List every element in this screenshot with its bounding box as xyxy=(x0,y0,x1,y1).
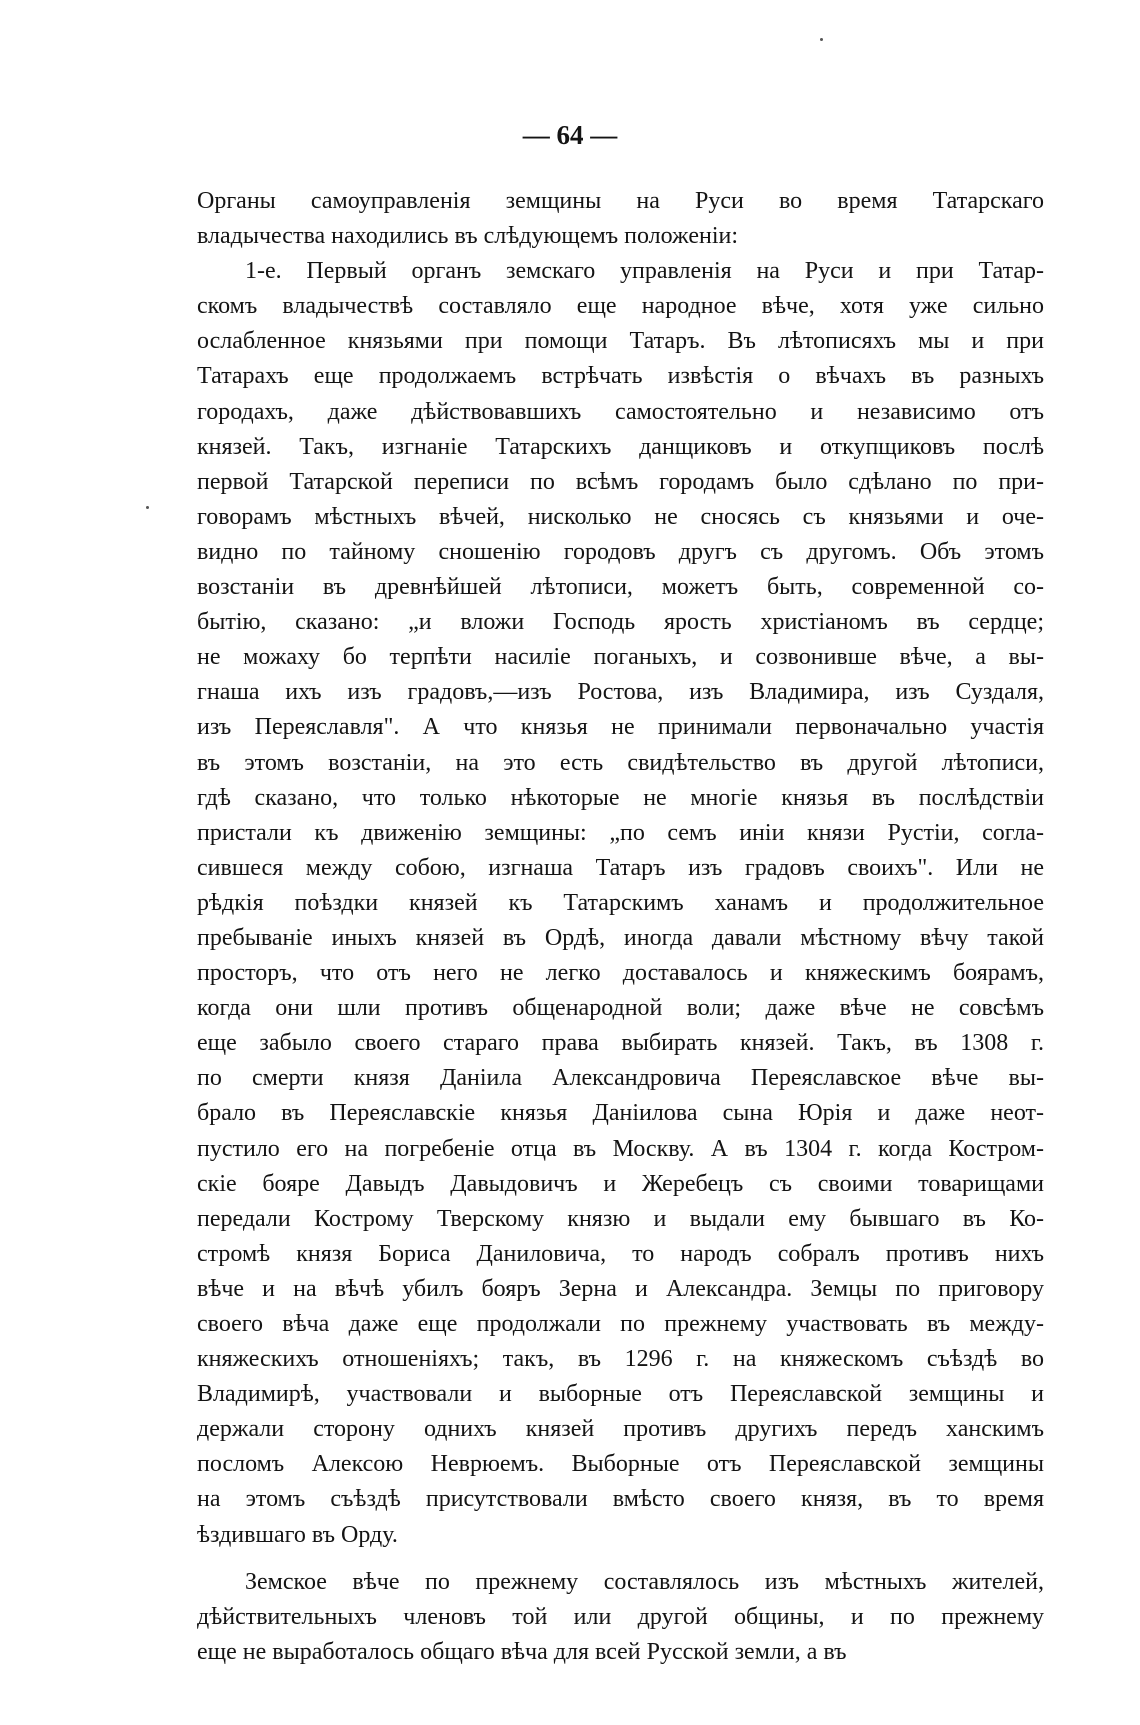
text-line: пребываніе иныхъ князей въ Ордѣ, иногда давали мѣстному вѣчу такой xyxy=(197,924,1044,951)
text-line: еще забыло своего стараго права выбирать князей. Такъ, въ 1308 г. xyxy=(197,1030,1044,1057)
text-line: скомъ владычествѣ составляло еще народное вѣче, хотя уже сильно xyxy=(197,293,1044,320)
text-line: посломъ Алексою Неврюемъ. Выборные отъ Переяславской земщины xyxy=(197,1451,1044,1478)
text-line: по смерти князя Даніила Александровича Переяславское вѣче вы- xyxy=(197,1065,1044,1092)
text-line: скіе бояре Давыдъ Давыдовичъ и Жеребецъ съ своими товарищами xyxy=(197,1170,1044,1197)
text-line: Владимирѣ, участвовали и выборные отъ Переяславской земщины и xyxy=(197,1381,1044,1408)
text-line: Земское вѣче по прежнему составлялось изъ мѣстныхъ жителей, xyxy=(245,1568,1044,1595)
text-line: сившеся между собою, изгнаша Татаръ изъ градовъ своихъ". Или не xyxy=(197,854,1044,881)
paragraph-gap xyxy=(197,1553,1044,1565)
page-number: — 64 — xyxy=(522,120,618,150)
text-line: брало въ Переяславскіе князья Даніилова сына Юрія и даже неот- xyxy=(197,1100,1044,1127)
text-line: въ этомъ возстаніи, на это есть свидѣтельство въ другой лѣтописи, xyxy=(197,749,1044,776)
text-line: изъ Переяславля". А что князья не принимали первоначально участія xyxy=(197,714,1044,741)
text-line: городахъ, даже дѣйствовавшихъ самостоятельно и независимо отъ xyxy=(197,398,1044,425)
text-line: просторъ, что отъ него не легко доставалось и княжескимъ боярамъ, xyxy=(197,960,1044,987)
text-line: пристали къ движенію земщины: „по семъ иніи князи Рустіи, согла- xyxy=(197,819,1044,846)
text-line: рѣдкія поѣздки князей къ Татарскимъ ханамъ и продолжительное xyxy=(197,889,1044,916)
text-line: своего вѣча даже еще продолжали по прежнему участвовать въ между- xyxy=(197,1311,1044,1337)
text-line: ослабленное князьями при помощи Татаръ. Въ лѣтописяхъ мы и при xyxy=(197,328,1044,355)
text-line: держали сторону однихъ князей противъ другихъ передъ ханскимъ xyxy=(197,1416,1044,1443)
text-line: когда они шли противъ общенародной воли; даже вѣче не совсѣмъ xyxy=(197,995,1044,1022)
text-line: возстаніи въ древнѣйшей лѣтописи, можетъ быть, современной со- xyxy=(197,574,1044,601)
text-line: передали Кострому Тверскому князю и выдали ему бывшаго въ Ко- xyxy=(197,1205,1044,1232)
text-line: дѣйствительныхъ членовъ той или другой общины, и по прежнему xyxy=(197,1603,1044,1630)
text-line: говорамъ мѣстныхъ вѣчей, нисколько не сносясь съ князьями и оче- xyxy=(197,503,1044,530)
text-line: гдѣ сказано, что только нѣкоторые не многіе князья въ послѣдствіи xyxy=(197,784,1044,811)
text-line: стромѣ князя Бориса Даниловича, то народъ собралъ противъ нихъ xyxy=(197,1240,1044,1267)
text-line: Органы самоуправленія земщины на Руси во время Татарскаго xyxy=(197,188,1044,214)
text-line: ѣздившаго въ Орду. xyxy=(197,1521,398,1548)
text-line: пустило его на погребеніе отца въ Москву. А въ 1304 г. когда Костром- xyxy=(197,1135,1044,1162)
text-line: видно по тайному сношенію городовъ другъ съ другомъ. Объ этомъ xyxy=(197,538,1044,565)
text-line: на этомъ съѣздѣ присутствовали вмѣсто своего князя, въ то время xyxy=(197,1486,1044,1513)
text-line: князей. Такъ, изгнаніе Татарскихъ данщиковъ и откупщиковъ послѣ xyxy=(197,433,1044,460)
text-line: 1-е. Первый органъ земскаго управленія на Руси и при Татар- xyxy=(245,258,1044,285)
text-line: вѣче и на вѣчѣ убилъ бояръ Зерна и Александра. Земцы по приговору xyxy=(197,1275,1044,1302)
print-speck xyxy=(146,506,149,509)
text-line: Татарахъ еще продолжаемъ встрѣчать извѣстія о вѣчахъ въ разныхъ xyxy=(197,363,1044,390)
text-line: еще не выработалось общаго вѣча для всей Русской земли, а въ xyxy=(197,1638,847,1665)
text-line: не можаху бо терпѣти насиліе поганыхъ, и созвонивше вѣче, а вы- xyxy=(197,644,1044,671)
text-line: владычества находились въ слѣдующемъ положеніи: xyxy=(197,223,738,250)
text-line: княжескихъ отношеніяхъ; такъ, въ 1296 г. на княжескомъ съѣздѣ во xyxy=(197,1346,1044,1373)
print-speck xyxy=(820,38,823,41)
text-line: гнаша ихъ изъ градовъ,—изъ Ростова, изъ Владимира, изъ Суздаля, xyxy=(197,679,1044,706)
text-line: первой Татарской переписи по всѣмъ городамъ было сдѣлано по при- xyxy=(197,468,1044,495)
body-text xyxy=(197,184,1044,1670)
text-line: бытію, сказано: „и вложи Господь ярость христіаномъ въ сердце; xyxy=(197,609,1044,636)
